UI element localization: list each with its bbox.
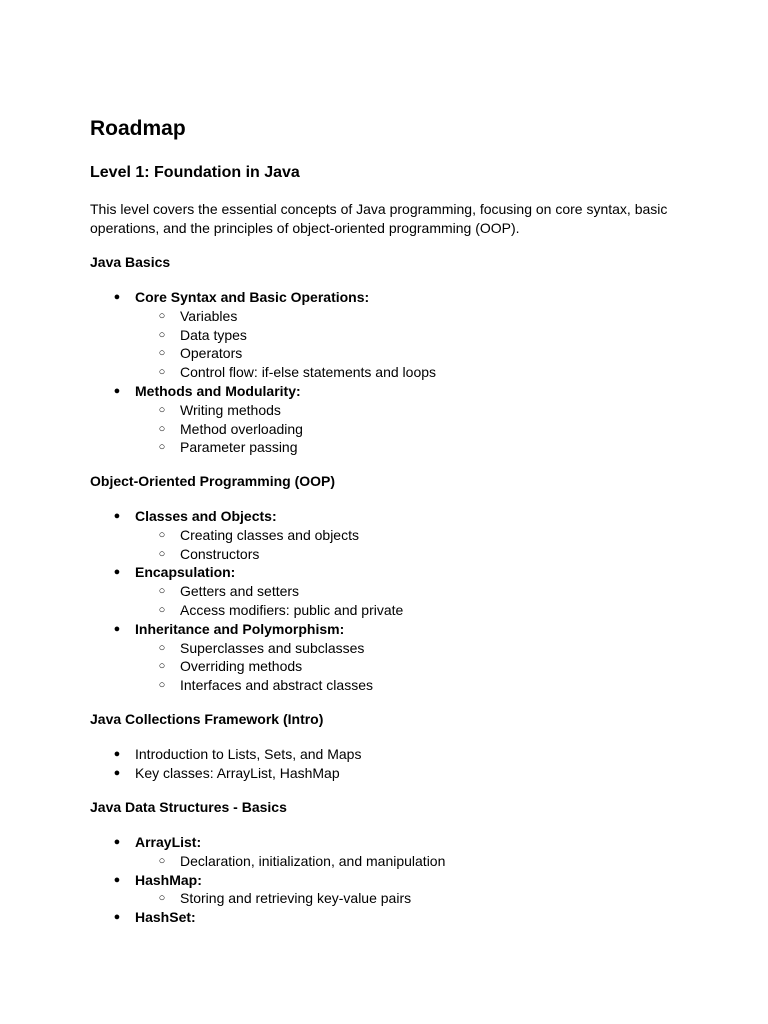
sub-list-item	[90, 344, 436, 363]
section-java-basics	[90, 253, 436, 457]
list-item-label: Introduction to Lists, Sets, and Maps	[135, 746, 362, 762]
list-item-label: HashSet:	[135, 909, 196, 926]
list-item-label: Core Syntax and Basic Operations:	[135, 289, 370, 305]
section-title: Java Basics	[90, 254, 171, 270]
list-item	[90, 833, 445, 852]
sub-list-item	[90, 363, 436, 382]
sub-list-item	[90, 401, 436, 420]
sub-bullet-icon: ○	[158, 309, 166, 322]
sub-list-item	[90, 639, 403, 658]
sub-bullet-icon: ○	[158, 422, 166, 435]
sub-list-item-label: Storing and retrieving key-value pairs	[180, 890, 412, 907]
list-item	[90, 764, 361, 783]
page-title: Roadmap	[90, 117, 186, 140]
bullet-icon: ●	[113, 873, 121, 886]
list-item	[90, 620, 403, 639]
sub-list-item	[90, 326, 436, 345]
section-data-structures	[90, 798, 445, 927]
bullet-icon: ●	[113, 911, 121, 924]
sub-list-item-label: Variables	[180, 307, 238, 324]
sub-bullet-icon: ○	[158, 892, 166, 905]
sub-list-item-label: Creating classes and objects	[180, 526, 359, 543]
intro-paragraph: This level covers the essential concepts of Java programming, focusing on core syntax, basic operations, and the principles of object-oriented programming (OOP).	[90, 201, 668, 236]
sub-list-item-label: Constructors	[180, 545, 260, 562]
bullet-list	[90, 288, 436, 457]
section-title: Object-Oriented Programming (OOP)	[90, 473, 336, 489]
bullet-icon: ●	[113, 622, 121, 635]
sub-list-item-label: Method overloading	[180, 420, 303, 437]
sub-list-item-label: Access modifiers: public and private	[180, 601, 404, 618]
list-item-label: Key classes: ArrayList, HashMap	[135, 764, 340, 781]
sub-bullet-icon: ○	[158, 403, 166, 416]
list-item-label: ArrayList:	[135, 834, 202, 850]
sub-bullet-icon: ○	[158, 660, 166, 673]
sub-bullet-icon: ○	[158, 547, 166, 560]
sub-bullet-icon: ○	[158, 603, 166, 616]
sub-list-item-label: Control flow: if-else statements and loops	[180, 364, 437, 381]
section-title: Java Collections Framework (Intro)	[90, 711, 324, 727]
sub-bullet-icon: ○	[158, 854, 166, 867]
bullet-list	[90, 745, 361, 783]
sub-list-item	[90, 438, 436, 457]
section-oop	[90, 472, 403, 695]
list-item	[90, 908, 445, 927]
sub-list-item-label: Overriding methods	[180, 658, 303, 675]
list-item	[90, 288, 436, 307]
bullet-icon: ●	[113, 510, 121, 522]
bullet-icon: ●	[113, 748, 121, 760]
sub-list-item	[90, 420, 436, 439]
list-item	[90, 507, 403, 526]
bullet-list	[90, 507, 403, 695]
sub-list-item-label: Operators	[180, 345, 243, 362]
list-item-label: Classes and Objects:	[135, 508, 277, 524]
section-title: Java Data Structures - Basics	[90, 799, 287, 815]
list-item	[90, 871, 445, 890]
sub-list-item-label: Writing methods	[180, 401, 281, 418]
sub-bullet-icon: ○	[158, 585, 166, 598]
section-collections	[90, 710, 361, 783]
bullet-icon: ●	[113, 291, 121, 303]
bullet-icon: ●	[113, 836, 121, 848]
sub-list-item-label: Data types	[180, 326, 247, 343]
sub-list-item	[90, 852, 445, 871]
sub-bullet-icon: ○	[158, 366, 166, 379]
sub-bullet-icon: ○	[158, 347, 166, 360]
sub-bullet-icon: ○	[158, 679, 166, 692]
sub-list-item	[90, 676, 403, 695]
sub-list-item	[90, 582, 403, 601]
bullet-icon: ●	[113, 766, 121, 779]
list-item-label: Inheritance and Polymorphism:	[135, 620, 345, 637]
sub-list-item	[90, 657, 403, 676]
sub-list-item	[90, 307, 436, 326]
sub-bullet-icon: ○	[158, 528, 166, 541]
sub-bullet-icon: ○	[158, 441, 166, 454]
sub-list-item	[90, 545, 403, 564]
level-heading: Level 1: Foundation in Java	[90, 164, 300, 181]
sub-list-item-label: Interfaces and abstract classes	[180, 677, 373, 694]
sub-list-item-label: Declaration, initialization, and manipulation	[180, 852, 446, 869]
sub-list-item-label: Getters and setters	[180, 583, 300, 600]
list-item	[90, 745, 361, 764]
list-item-label: HashMap:	[135, 871, 202, 888]
sub-list-item	[90, 889, 445, 908]
list-item-label: Encapsulation:	[135, 564, 236, 581]
sub-list-item-label: Superclasses and subclasses	[180, 639, 365, 656]
sub-bullet-icon: ○	[158, 641, 166, 654]
list-item	[90, 382, 436, 401]
list-item-label: Methods and Modularity:	[135, 382, 301, 399]
list-item	[90, 563, 403, 582]
sub-list-item-label: Parameter passing	[180, 439, 298, 456]
sub-list-item	[90, 601, 403, 620]
sub-bullet-icon: ○	[158, 328, 166, 341]
bullet-list	[90, 833, 445, 927]
sub-list-item	[90, 526, 403, 545]
bullet-icon: ●	[113, 384, 121, 397]
bullet-icon: ●	[113, 566, 121, 579]
